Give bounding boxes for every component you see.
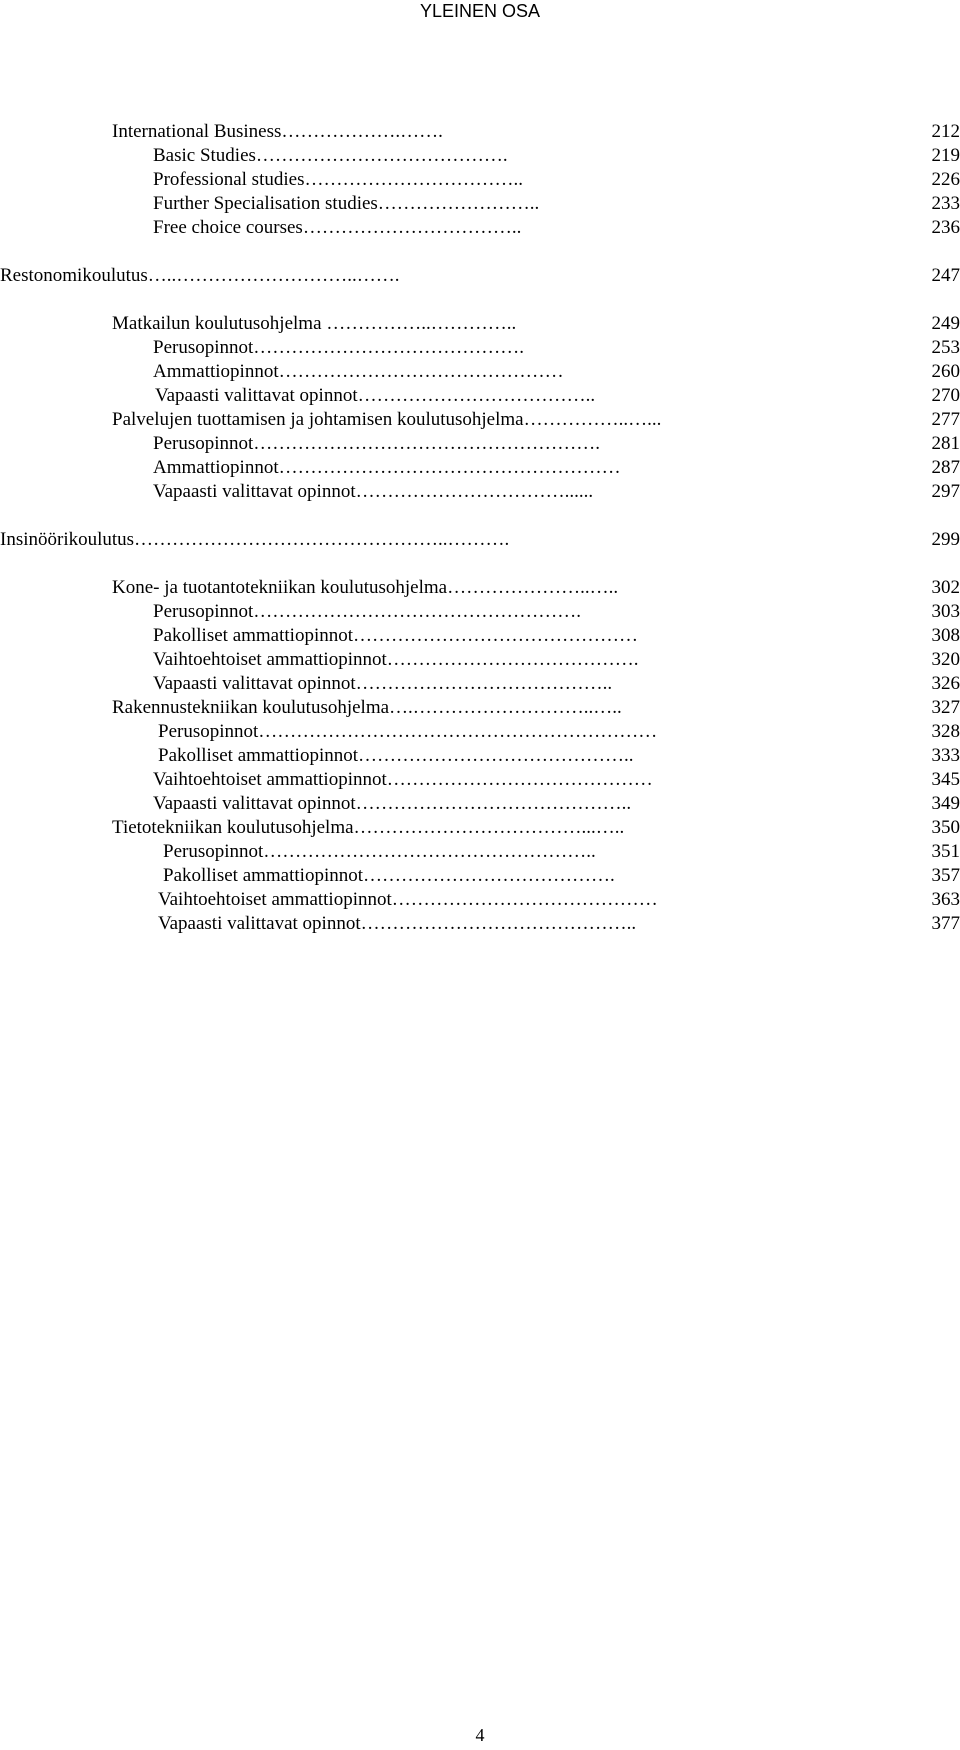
toc-entry-title: Perusopinnot…………………………………………….. — [163, 841, 596, 862]
toc-entry-page: 236 — [931, 217, 960, 238]
toc-entry — [0, 310, 960, 337]
toc-entry — [0, 190, 960, 217]
toc-entry-title: Basic Studies…………………………………. — [153, 145, 508, 166]
toc-entry — [0, 166, 960, 193]
toc-entry-title: Vapaasti valittavat opinnot……………………………….. — [155, 385, 596, 406]
toc-entry-page: 349 — [931, 793, 960, 814]
toc-entry-title: Kone- ja tuotantotekniikan koulutusohjelma…………………..….. — [112, 577, 619, 598]
toc-entry-title: Vaihtoehtoiset ammattiopinnot…………………………………… — [153, 769, 653, 790]
toc-entry-page: 327 — [931, 697, 960, 718]
toc-entry — [0, 574, 960, 601]
toc-entry — [0, 382, 960, 409]
toc-entry — [0, 334, 960, 361]
toc-entry — [0, 742, 960, 769]
toc-entry-title: Ammattiopinnot……………………………………………… — [153, 457, 621, 478]
toc-entry-title: Free choice courses…………………………….. — [153, 217, 522, 238]
toc-entry — [0, 646, 960, 673]
toc-entry-title: Rakennustekniikan koulutusohjelma….………………………..….. — [112, 697, 622, 718]
toc-entry-title: Palvelujen tuottamisen ja johtamisen koulutusohjelma……………..…... — [112, 409, 662, 430]
toc-entry-title: Professional studies…………………………….. — [153, 169, 523, 190]
toc-entry — [0, 478, 960, 505]
toc-entry-title: Vaihtoehtoiset ammattiopinnot…………………………………. — [153, 649, 639, 670]
page-header: YLEINEN OSA — [419, 1, 541, 21]
toc-entry-title: Vaihtoehtoiset ammattiopinnot…………………………………… — [158, 889, 658, 910]
toc-entry-page: 357 — [931, 865, 960, 886]
toc-entry — [0, 718, 960, 745]
toc-entry-title: Restonomikoulutus…..………………………..……. — [0, 265, 400, 286]
toc-entry — [0, 526, 960, 553]
toc-entry-page: 226 — [931, 169, 960, 190]
toc-entry-title: International Business……………….……. — [112, 121, 443, 142]
toc-entry-page: 363 — [931, 889, 960, 910]
toc-entry — [0, 142, 960, 169]
toc-entry — [0, 910, 960, 937]
toc-entry — [0, 430, 960, 457]
toc-entry-page: 297 — [931, 481, 960, 502]
toc-entry — [0, 814, 960, 841]
toc-entry-title: Vapaasti valittavat opinnot……………………………...... — [153, 481, 594, 502]
toc-entry-page: 303 — [931, 601, 960, 622]
toc-entry-page: 345 — [931, 769, 960, 790]
toc-entry — [0, 214, 960, 241]
toc-entry — [0, 118, 960, 145]
toc-entry-title: Further Specialisation studies…………………….. — [153, 193, 540, 214]
toc-entry-title: Ammattiopinnot……………………………………… — [153, 361, 564, 382]
toc-entry — [0, 598, 960, 625]
page-number: 4 — [475, 1725, 485, 1745]
toc-entry-title: Perusopinnot……………………………………………………… — [158, 721, 658, 742]
toc-entry — [0, 262, 960, 289]
toc-entry-title: Perusopinnot………………………………………………. — [153, 433, 601, 454]
toc-entry-page: 233 — [931, 193, 960, 214]
toc-entry-page: 302 — [931, 577, 960, 598]
toc-entry — [0, 862, 960, 889]
toc-entry — [0, 790, 960, 817]
toc-entry-page: 247 — [931, 265, 960, 286]
toc-entry-title: Vapaasti valittavat opinnot…………………………………….. — [153, 793, 632, 814]
toc-entry-page: 350 — [931, 817, 960, 838]
toc-entry-title: Pakolliset ammattiopinnot……………………………………… — [153, 625, 639, 646]
toc-entry-page: 326 — [931, 673, 960, 694]
toc-entry-title: Vapaasti valittavat opinnot………………………………….. — [153, 673, 613, 694]
toc-entry-page: 260 — [931, 361, 960, 382]
toc-entry-page: 249 — [931, 313, 960, 334]
toc-entry-page: 277 — [931, 409, 960, 430]
toc-entry-title: Perusopinnot……………………………………………. — [153, 601, 582, 622]
toc-entry-page: 287 — [931, 457, 960, 478]
toc-entry-page: 328 — [931, 721, 960, 742]
toc-entry-page: 281 — [931, 433, 960, 454]
toc-entry-title: Vapaasti valittavat opinnot…………………………………….. — [158, 913, 637, 934]
toc-entry-page: 270 — [931, 385, 960, 406]
toc-entry-page: 219 — [931, 145, 960, 166]
toc-entry-title: Matkailun koulutusohjelma ……………..………….. — [112, 313, 517, 334]
toc-entry — [0, 454, 960, 481]
toc-entry-page: 308 — [931, 625, 960, 646]
toc-entry-title: Pakolliset ammattiopinnot…………………………………. — [163, 865, 615, 886]
toc-entry — [0, 406, 960, 433]
toc-entry — [0, 838, 960, 865]
toc-entry-title: Tietotekniikan koulutusohjelma………………………………...….. — [112, 817, 625, 838]
toc-entry-page: 377 — [931, 913, 960, 934]
toc-entry-page: 320 — [931, 649, 960, 670]
toc-entry-page: 299 — [931, 529, 960, 550]
toc-entry-title: Perusopinnot……………………………………. — [153, 337, 525, 358]
toc-entry-page: 351 — [931, 841, 960, 862]
toc-entry — [0, 694, 960, 721]
toc-entry — [0, 766, 960, 793]
toc-entry-page: 253 — [931, 337, 960, 358]
toc-entry — [0, 622, 960, 649]
toc-entry — [0, 886, 960, 913]
toc-entry-page: 333 — [931, 745, 960, 766]
toc-entry-page: 212 — [931, 121, 960, 142]
toc-entry-title: Pakolliset ammattiopinnot…………………………………….. — [158, 745, 634, 766]
toc-entry — [0, 358, 960, 385]
toc-entry-title: Insinöörikoulutus…………………………………………..………. — [0, 529, 510, 550]
toc-entry — [0, 670, 960, 697]
